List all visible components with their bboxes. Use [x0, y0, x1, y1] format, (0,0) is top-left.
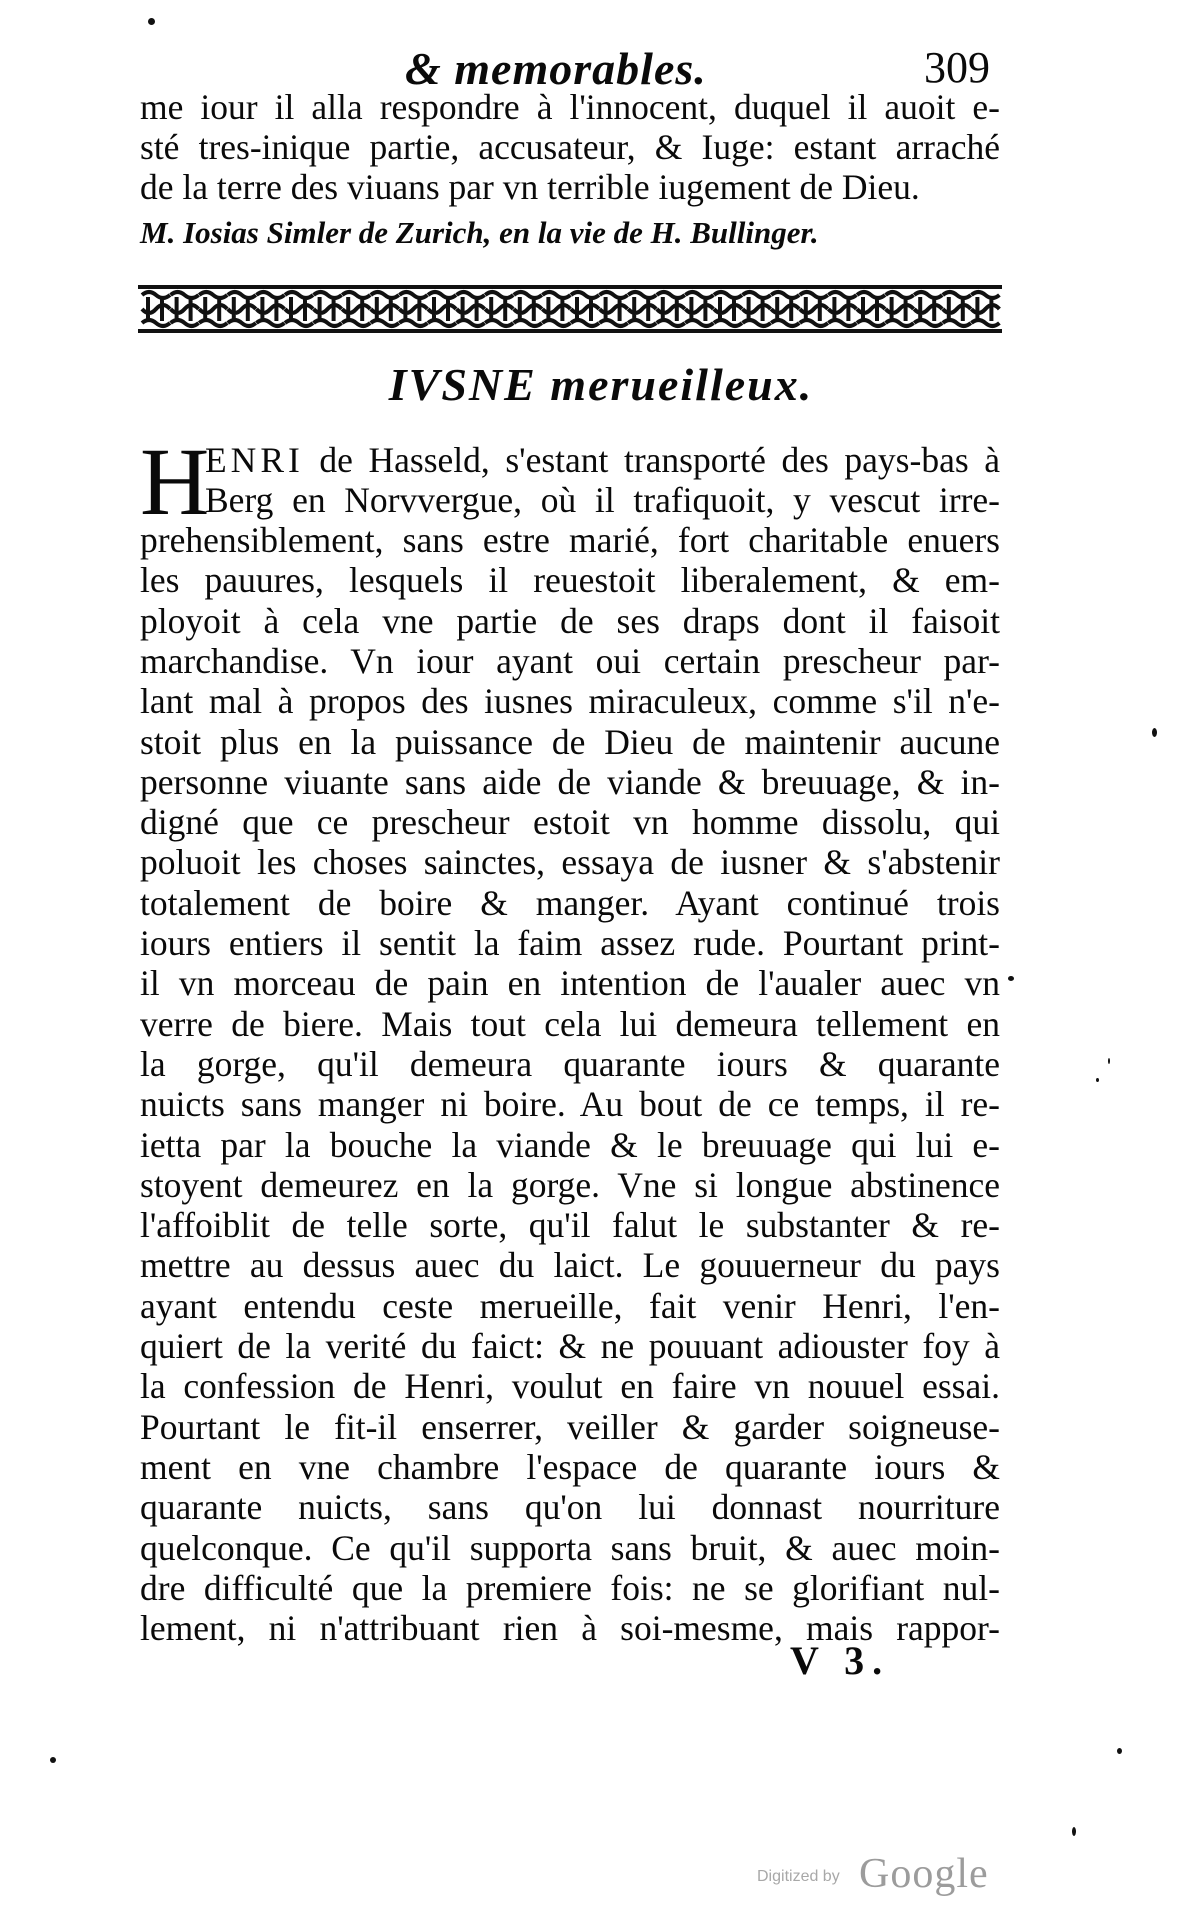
text-line: Pourtant le fit-il enserrer, veiller & garder soigneuse- [140, 1406, 1000, 1447]
page-number: 309 [924, 43, 990, 92]
text-line: quarante nuicts, sans qu'on lui donnast nourriture [140, 1487, 1000, 1528]
ornament-motif [571, 292, 599, 326]
ornament-motif [914, 292, 942, 326]
ornament-motif [743, 292, 771, 326]
ornament-motif [943, 292, 971, 326]
text-line: stoyent demeurez en la gorge. Vne si longue abstinence [140, 1164, 1000, 1205]
watermark-label: Digitized by [757, 1868, 840, 1885]
text-line: quelconque. Ce qu'il supporta sans bruit, & auec moin- [140, 1527, 1000, 1568]
google-logo: Google [859, 1851, 989, 1897]
text-line: ietta par la bouche la viande & le breuuage qui lui e- [140, 1124, 1000, 1165]
ornament-motif [457, 292, 485, 326]
text-line: la gorge, qu'il demeura quarante iours & quarante [140, 1043, 1000, 1084]
ornament-motif [628, 292, 656, 326]
drop-cap: H [140, 428, 210, 535]
ornament-motif [600, 292, 628, 326]
text-line: dre difficulté que la premiere fois: ne se glorifiant nul- [140, 1567, 1000, 1608]
text-line: nuicts sans manger ni boire. Au bout de ce temps, il re- [140, 1084, 1000, 1125]
ornament-motif [800, 292, 828, 326]
text-line: verre de biere. Mais tout cela lui demeura tellement en [140, 1003, 1000, 1044]
ornament-motif [485, 292, 513, 326]
text-line: prehensiblement, sans estre marié, fort charitable enuers [140, 520, 1000, 560]
text-line: il vn morceau de pain en intention de l'aualer auec vn [140, 963, 1000, 1004]
text-line: ployoit à cela vne partie de ses draps dont il faisoit [140, 600, 1000, 641]
text-line: iours entiers il sentit la faim assez rude. Pourtant print- [140, 923, 1000, 963]
text-line: personne viuante sans aide de viande & breuuage, & in- [140, 761, 1000, 802]
ornament-motif [399, 292, 427, 326]
text-line: lant mal à propos des iusnes miraculeux, comme s'il n'e- [140, 681, 1000, 722]
digitized-watermark [757, 1850, 1007, 1897]
ornament-motif [228, 292, 256, 326]
text-line: de la terre des viuans par vn terrible iugement de Dieu. [140, 167, 920, 207]
ornament-motif [771, 292, 799, 326]
first-line [205, 440, 1000, 480]
text-line: les pauures, lesquels il reuestoit liberalement, & em- [140, 560, 1000, 601]
ornament-motif [199, 292, 227, 326]
ornament-motif [828, 292, 856, 326]
text-line: me iour il alla respondre à l'innocent, duquel il auoit e- [140, 87, 1000, 127]
ornament-motif [714, 292, 742, 326]
ornament-motif [285, 292, 313, 326]
text-line: ment en vne chambre l'espace de quarante iours & [140, 1446, 1000, 1487]
ornament-motif [256, 292, 284, 326]
text-line: la confession de Henri, voulut en faire vn nouuel essai. [140, 1366, 1000, 1407]
text-line: l'affoiblit de telle sorte, qu'il falut le substanter & re- [140, 1205, 1000, 1246]
ornament-motif [514, 292, 542, 326]
source-citation: M. Iosias Simler de Zurich, en la vie de H. Bullinger. [140, 215, 819, 250]
text-line: stoit plus en la puissance de Dieu de maintenir aucune [140, 721, 1000, 762]
first-word: ENRI [205, 440, 304, 480]
first-line-text: de Hasseld, s'estant transporté des pays-bas à [303, 440, 1000, 480]
text-line: marchandise. Vn iour ayant oui certain prescheur par- [140, 640, 1000, 681]
ornament-motif [142, 292, 170, 326]
ornament-motif [371, 292, 399, 326]
ornament-motif [428, 292, 456, 326]
ornament-band-icon [138, 283, 1002, 335]
running-head: & memorables. [405, 43, 707, 94]
text-line: poluoit les choses sainctes, essaya de iusner & s'abstenir [140, 842, 1000, 883]
text-line: quiert de la verité du faict: & ne pouuant adiouster foy à [140, 1326, 1000, 1366]
ornament-motif [685, 292, 713, 326]
text-line: digné que ce prescheur estoit vn homme dissolu, qui [140, 802, 1000, 843]
ornament-motif [971, 292, 999, 326]
ornament-motif [542, 292, 570, 326]
ornament-motif [857, 292, 885, 326]
ornament-motif [886, 292, 914, 326]
section-title: IVSNE merueilleux. [388, 359, 814, 410]
ornament-motif [657, 292, 685, 326]
ornament-motif [342, 292, 370, 326]
signature-mark: V 3. [790, 1638, 891, 1683]
text-line: sté tres-inique partie, accusateur, & Iuge: estant arraché [140, 127, 1000, 167]
text-line: lement, ni n'attribuant rien à soi-mesme, mais rappor- [140, 1608, 1000, 1649]
ornament-motif [314, 292, 342, 326]
second-line: Berg en Norvvergue, où il trafiquoit, y vescut irre- [205, 480, 1000, 520]
text-line: mettre au dessus auec du laict. Le gouuerneur du pays [140, 1245, 1000, 1286]
text-line: totalement de boire & manger. Ayant continué trois [140, 882, 1000, 923]
text-line: ayant entendu ceste merueille, fait venir Henri, l'en- [140, 1285, 1000, 1326]
ornament-motif [171, 292, 199, 326]
